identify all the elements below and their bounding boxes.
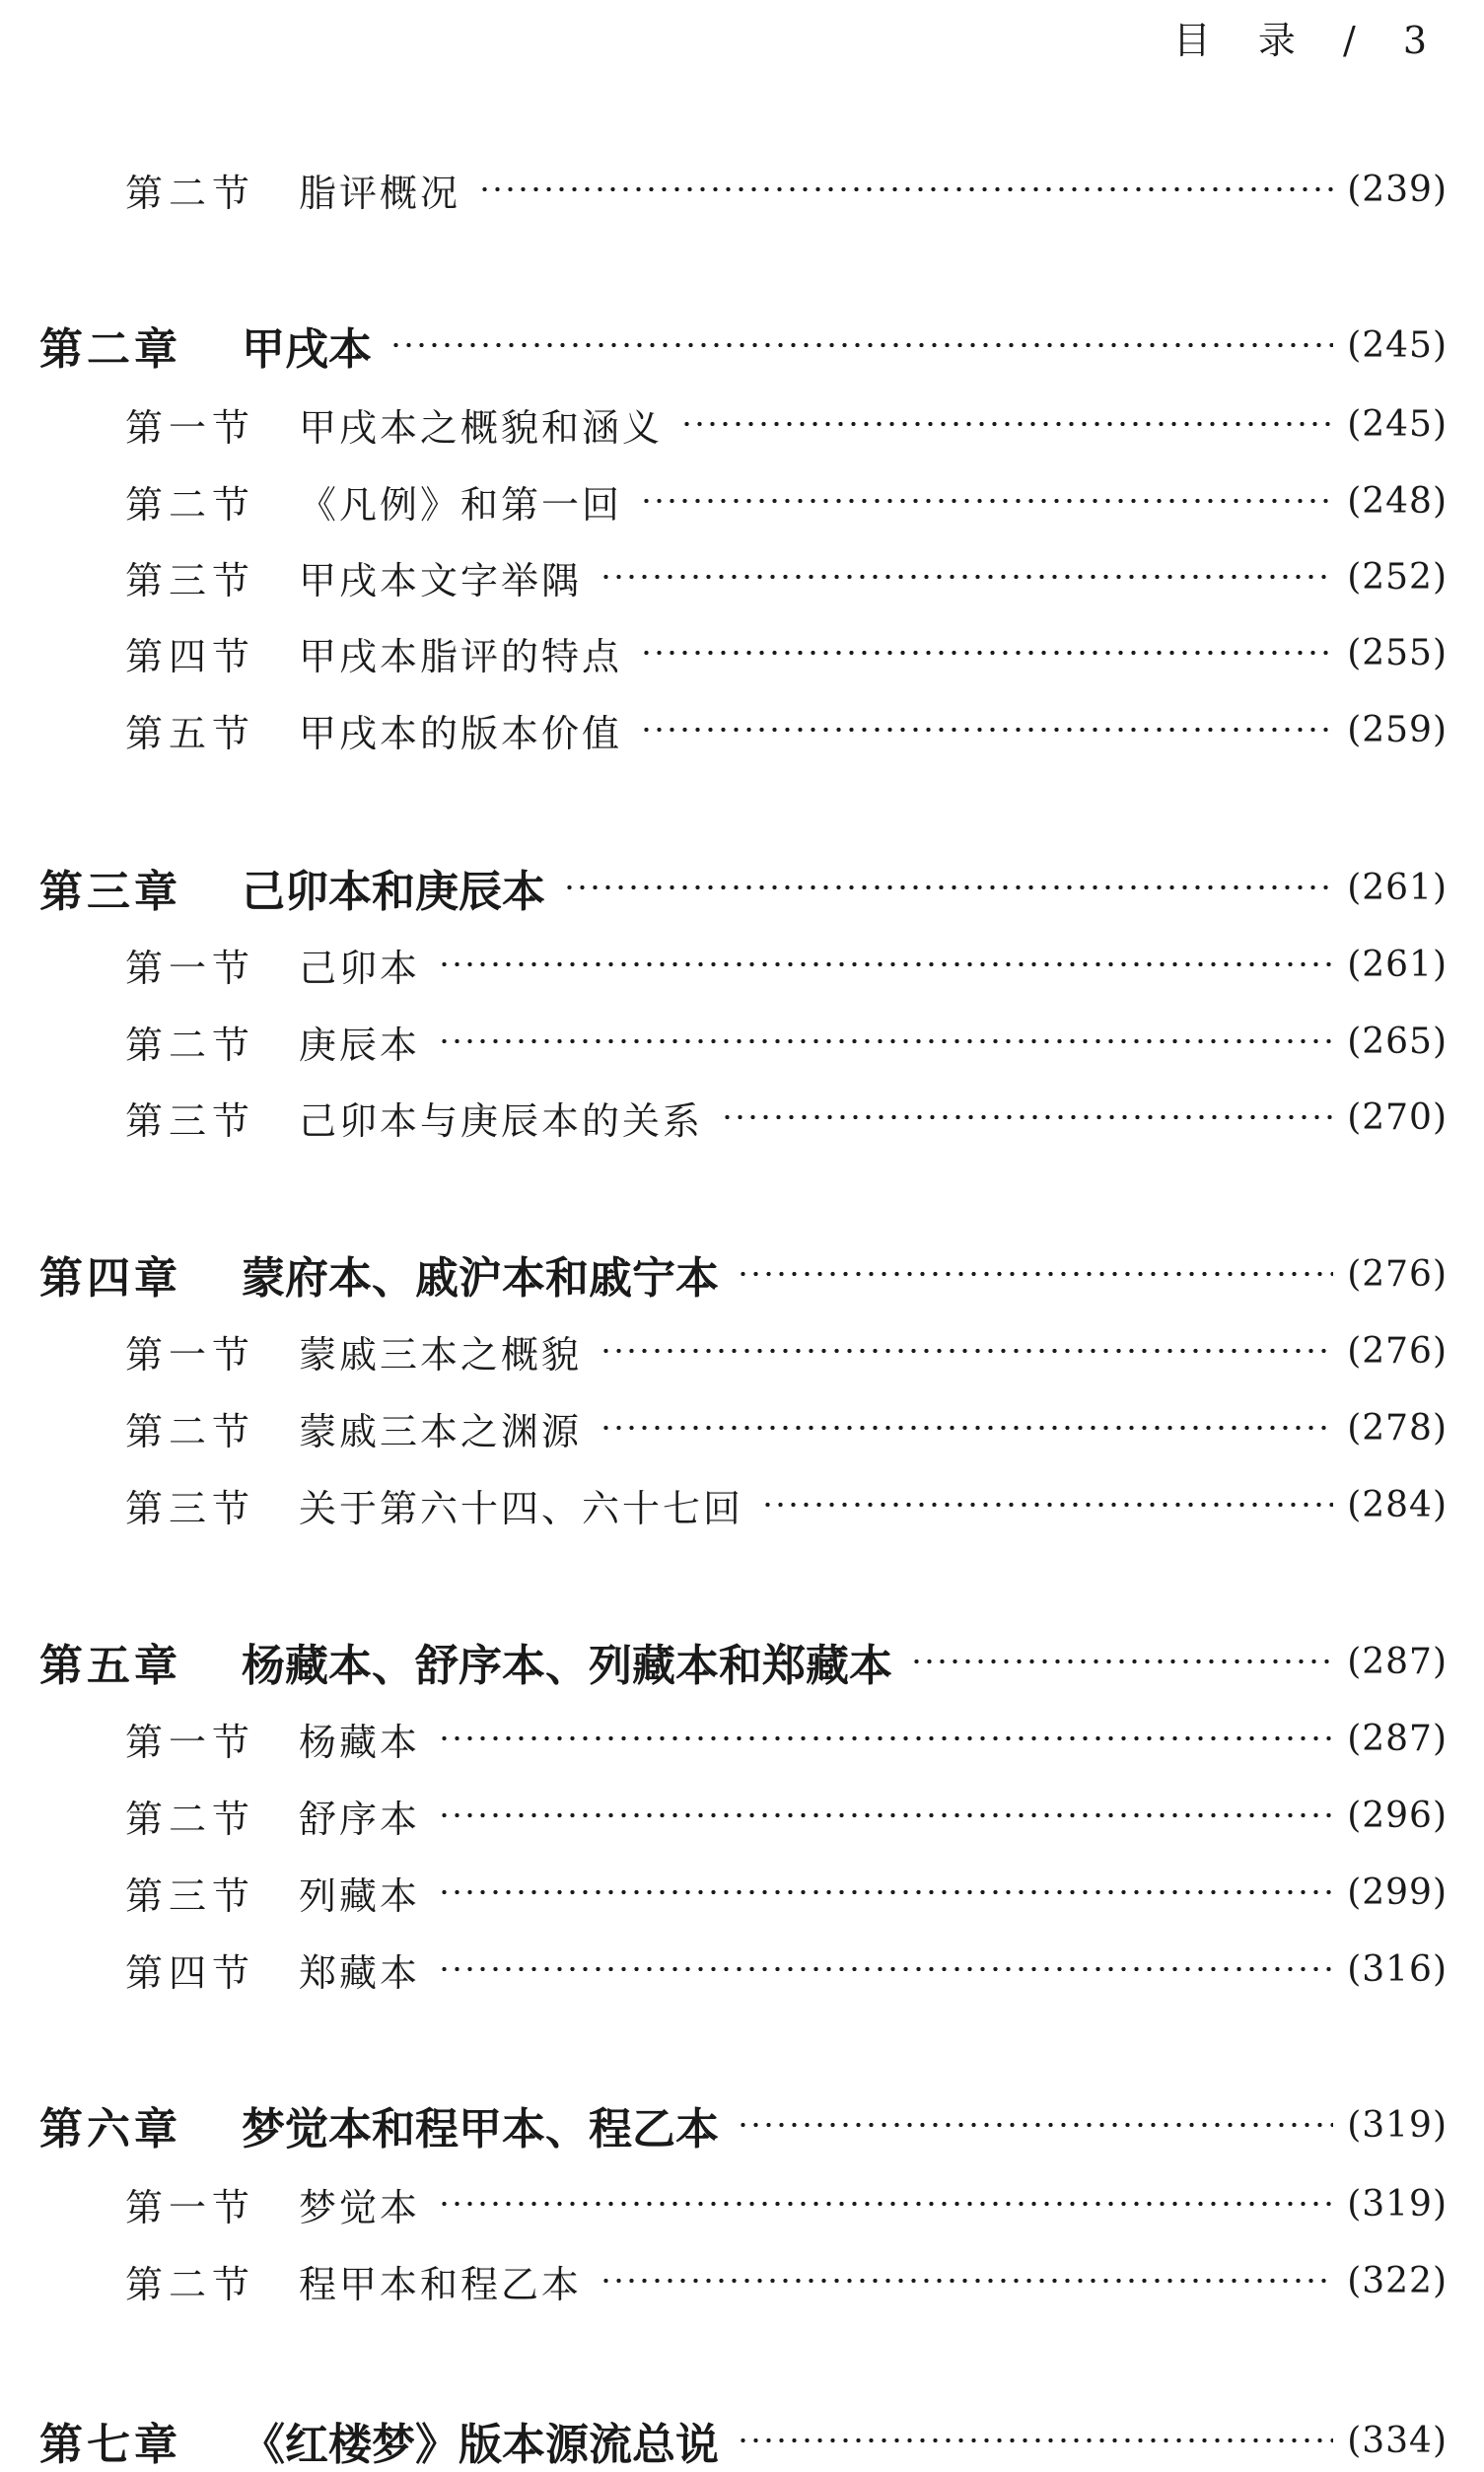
page-number: (259) xyxy=(1347,709,1448,750)
dot-leader xyxy=(438,1811,1333,1819)
section-number: 第三节 xyxy=(125,1098,256,1143)
section-title: 庚辰本 xyxy=(299,1023,421,1067)
chapter-title: 梦觉本和程甲本、程乙本 xyxy=(242,2104,719,2154)
section-title: 舒序本 xyxy=(299,1797,421,1841)
section-number: 第二节 xyxy=(125,1409,256,1453)
toc-section-row[interactable] xyxy=(0,1865,1484,1920)
page-number: (276) xyxy=(1347,1253,1448,1295)
toc-section-row[interactable] xyxy=(0,1711,1484,1766)
page-number: (316) xyxy=(1347,1948,1448,1990)
page-number: (248) xyxy=(1347,480,1448,522)
section-title: 脂评概况 xyxy=(299,171,461,215)
dot-leader xyxy=(389,341,1333,349)
page-number: (278) xyxy=(1347,1407,1448,1448)
section-number: 第二节 xyxy=(125,1797,256,1841)
section-number: 第五节 xyxy=(125,711,256,755)
page-number: (334) xyxy=(1347,2420,1448,2461)
toc-section-row[interactable] xyxy=(0,549,1484,604)
page-number: (255) xyxy=(1347,632,1448,673)
section-number: 第三节 xyxy=(125,558,256,602)
section-title: 《凡例》和第一回 xyxy=(299,482,623,527)
section-title: 杨藏本 xyxy=(299,1720,421,1764)
toc-chapter-row[interactable] xyxy=(0,860,1484,915)
page-number: (252) xyxy=(1347,556,1448,598)
section-title: 郑藏本 xyxy=(299,1950,421,1995)
toc-section-row[interactable] xyxy=(0,625,1484,680)
page-number: (261) xyxy=(1347,944,1448,985)
toc-entry-label xyxy=(0,938,420,992)
chapter-title: 甲戌本 xyxy=(242,324,372,375)
chapter-title: 己卯本和庚辰本 xyxy=(242,867,545,917)
section-number: 第一节 xyxy=(125,1720,256,1764)
dot-leader xyxy=(761,1501,1333,1509)
toc-chapter-row[interactable] xyxy=(0,2413,1484,2468)
chapter-number: 第二章 xyxy=(39,324,181,375)
chapter-number: 第三章 xyxy=(39,867,181,917)
toc-entry-label xyxy=(0,163,460,217)
section-number: 第一节 xyxy=(125,2185,256,2229)
toc-entry-label xyxy=(0,474,622,529)
section-title: 甲戌本脂评的特点 xyxy=(299,634,623,678)
dot-leader xyxy=(478,185,1333,193)
toc-entry-label xyxy=(0,397,663,452)
toc-section-row[interactable] xyxy=(0,162,1484,217)
dot-leader xyxy=(438,1888,1333,1896)
dot-leader xyxy=(910,1658,1333,1665)
dot-leader xyxy=(737,2437,1333,2444)
section-title: 甲戌本的版本价值 xyxy=(299,711,623,755)
toc-section-row[interactable] xyxy=(0,1477,1484,1532)
toc-entry-label xyxy=(0,2093,719,2156)
page-number: (287) xyxy=(1347,1718,1448,1759)
section-number: 第二节 xyxy=(125,2262,256,2306)
chapter-number: 第五章 xyxy=(39,1641,181,1691)
toc-entry-label xyxy=(0,1242,719,1306)
toc-chapter-row[interactable] xyxy=(0,1634,1484,1689)
dot-leader xyxy=(680,420,1333,428)
section-number: 第三节 xyxy=(125,1486,256,1530)
dot-leader xyxy=(438,1965,1333,1973)
section-title: 列藏本 xyxy=(299,1873,421,1918)
chapter-title: 《红楼梦》版本源流总说 xyxy=(242,2420,719,2470)
toc-entry-label xyxy=(0,1324,582,1378)
toc-entry-label xyxy=(0,1630,892,1693)
dot-leader xyxy=(640,497,1333,505)
dot-leader xyxy=(438,2200,1333,2208)
page-number: (239) xyxy=(1347,169,1448,210)
chapter-number: 第七章 xyxy=(39,2420,181,2470)
section-number: 第二节 xyxy=(125,171,256,215)
section-title: 甲戌本文字举隅 xyxy=(299,558,583,602)
page-number: (245) xyxy=(1347,403,1448,445)
section-number: 第四节 xyxy=(125,1950,256,1995)
section-title: 己卯本 xyxy=(299,946,421,990)
toc-section-row[interactable] xyxy=(0,702,1484,757)
toc-section-row[interactable] xyxy=(0,937,1484,992)
section-title: 甲戌本之概貌和涵义 xyxy=(299,405,664,450)
page-number: (319) xyxy=(1347,2104,1448,2146)
section-title: 蒙戚三本之概貌 xyxy=(299,1332,583,1377)
toc-entry-label xyxy=(0,550,582,604)
dot-leader xyxy=(737,1270,1333,1278)
dot-leader xyxy=(600,573,1333,581)
toc-chapter-row[interactable] xyxy=(0,1246,1484,1302)
section-title: 蒙戚三本之渊源 xyxy=(299,1409,583,1453)
toc-entry-label xyxy=(0,1015,420,1069)
toc-entry-label xyxy=(0,856,545,919)
section-number: 第一节 xyxy=(125,946,256,990)
dot-leader xyxy=(438,1734,1333,1742)
page-number: (296) xyxy=(1347,1795,1448,1836)
chapter-title: 杨藏本、舒序本、列藏本和郑藏本 xyxy=(242,1641,892,1691)
dot-leader xyxy=(721,1113,1333,1121)
page-number: (284) xyxy=(1347,1484,1448,1525)
page-number: (265) xyxy=(1347,1021,1448,1062)
page-number: (276) xyxy=(1347,1330,1448,1372)
chapter-title: 蒙府本、戚沪本和戚宁本 xyxy=(242,1253,719,1304)
toc-chapter-row[interactable] xyxy=(0,318,1484,373)
toc-section-row[interactable] xyxy=(0,2253,1484,2308)
dot-leader xyxy=(737,2121,1333,2129)
toc-entry-label xyxy=(0,1478,743,1532)
section-title: 梦觉本 xyxy=(299,2185,421,2229)
toc-chapter-row[interactable] xyxy=(0,2097,1484,2153)
page-number: (270) xyxy=(1347,1096,1448,1138)
toc-entry-label xyxy=(0,1942,420,1997)
toc-entry-label xyxy=(0,703,622,757)
page-number: (287) xyxy=(1347,1641,1448,1682)
running-header: 目 录 / 3 xyxy=(1172,19,1445,62)
toc-section-row[interactable] xyxy=(0,396,1484,452)
toc-section-row[interactable] xyxy=(0,2176,1484,2231)
toc-entry-label xyxy=(0,1866,420,1920)
page-number: (322) xyxy=(1347,2260,1448,2301)
dot-leader xyxy=(640,726,1333,734)
dot-leader xyxy=(600,1424,1333,1432)
page-number: (245) xyxy=(1347,324,1448,366)
dot-leader xyxy=(600,2277,1333,2285)
section-number: 第四节 xyxy=(125,634,256,678)
toc-section-row[interactable] xyxy=(0,473,1484,529)
chapter-number: 第六章 xyxy=(39,2104,181,2154)
dot-leader xyxy=(438,1037,1333,1045)
section-title: 关于第六十四、六十七回 xyxy=(299,1486,744,1530)
section-number: 第二节 xyxy=(125,1023,256,1067)
toc-entry-label xyxy=(0,2177,420,2231)
section-title: 己卯本与庚辰本的关系 xyxy=(299,1098,704,1143)
toc-entry-label xyxy=(0,2409,719,2472)
toc-entry-label xyxy=(0,1401,582,1455)
toc-section-row[interactable] xyxy=(0,1323,1484,1378)
section-number: 第二节 xyxy=(125,482,256,527)
toc-section-row[interactable] xyxy=(0,1090,1484,1145)
dot-leader xyxy=(600,1347,1333,1355)
toc-section-row[interactable] xyxy=(0,1942,1484,1997)
toc-entry-label xyxy=(0,1091,703,1145)
toc-section-row[interactable] xyxy=(0,1014,1484,1069)
toc-section-row[interactable] xyxy=(0,1400,1484,1455)
toc-entry-label xyxy=(0,1789,420,1843)
chapter-number: 第四章 xyxy=(39,1253,181,1304)
page-number: (299) xyxy=(1347,1872,1448,1913)
section-number: 第一节 xyxy=(125,1332,256,1377)
page-number: (261) xyxy=(1347,867,1448,908)
section-title: 程甲本和程乙本 xyxy=(299,2262,583,2306)
page-number: (319) xyxy=(1347,2183,1448,2225)
toc-entry-label xyxy=(0,2254,582,2308)
section-number: 第一节 xyxy=(125,405,256,450)
toc-entry-label xyxy=(0,1712,420,1766)
section-number: 第三节 xyxy=(125,1873,256,1918)
dot-leader xyxy=(438,960,1333,968)
toc-entry-label xyxy=(0,314,372,377)
toc-section-row[interactable] xyxy=(0,1788,1484,1843)
toc-entry-label xyxy=(0,626,622,680)
dot-leader xyxy=(640,649,1333,657)
dot-leader xyxy=(563,883,1333,891)
